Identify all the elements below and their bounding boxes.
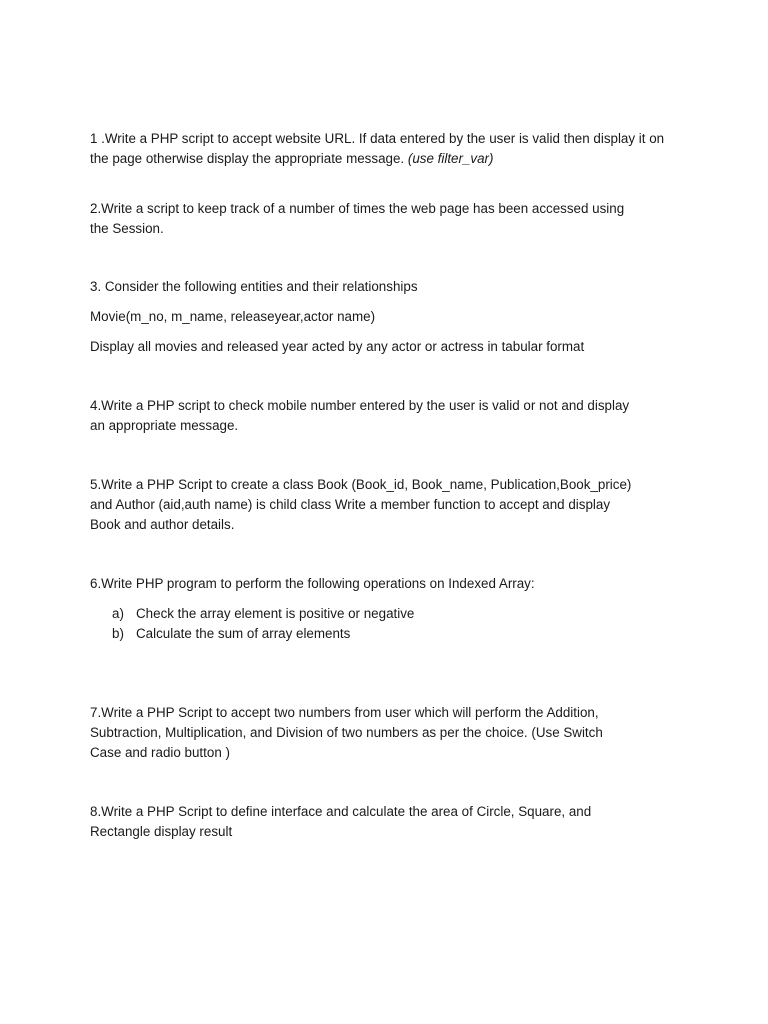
question-1-line-1: 1 .Write a PHP script to accept website URL. If data entered by the user is valid then display it on [90,131,665,146]
question-4-line-2: an appropriate message. [90,418,239,433]
question-7-line-2: Subtraction, Multiplication, and Division of two numbers as per the choice. (Use Switch [90,725,603,740]
list-marker: b) [112,626,124,641]
question-1-line-2 [90,149,690,169]
question-7 [90,703,690,763]
question-3-line-2: Movie(m_no, m_name, releaseyear,actor name) [90,309,376,324]
question-1-line-2-text: the page otherwise display the appropriate message. [90,151,405,166]
list-marker: a) [112,606,124,621]
list-item [90,624,690,644]
question-3-heading [90,277,690,297]
question-5-line-2: and Author (aid,auth name) is child class Write a member function to accept and display [90,497,611,512]
list-item-text: Calculate the sum of array elements [136,626,351,641]
question-5 [90,475,690,535]
list-item-text: Check the array element is positive or negative [136,606,415,621]
question-3-task [90,337,690,357]
question-2-line-1: 2.Write a script to keep track of a number of times the web page has been accessed using [90,201,625,216]
question-3-line-3: Display all movies and released year acted by any actor or actress in tabular format [90,339,585,354]
question-8-line-2: Rectangle display result [90,824,233,839]
question-6-line-1: 6.Write PHP program to perform the following operations on Indexed Array: [90,576,535,591]
list-item [90,604,690,624]
question-6-list [90,604,690,644]
question-5-line-1: 5.Write a PHP Script to create a class Book (Book_id, Book_name, Publication,Book_price) [90,477,632,492]
question-8-line-1: 8.Write a PHP Script to define interface and calculate the area of Circle, Square, and [90,804,592,819]
question-6-heading [90,574,690,594]
question-3-line-1: 3. Consider the following entities and their relationships [90,279,418,294]
question-3-entity [90,307,690,327]
question-2-line-2: the Session. [90,221,164,236]
question-4-line-1: 4.Write a PHP script to check mobile number entered by the user is valid or not and display [90,398,630,413]
document-page [90,0,690,1024]
question-2 [90,199,690,239]
question-5-line-3: Book and author details. [90,517,235,532]
question-7-line-1: 7.Write a PHP Script to accept two numbers from user which will perform the Addition, [90,705,599,720]
question-8 [90,802,690,842]
question-1-hint: (use filter_var) [407,151,494,166]
question-7-line-3: Case and radio button ) [90,745,230,760]
question-4 [90,396,690,436]
question-1 [90,129,690,169]
